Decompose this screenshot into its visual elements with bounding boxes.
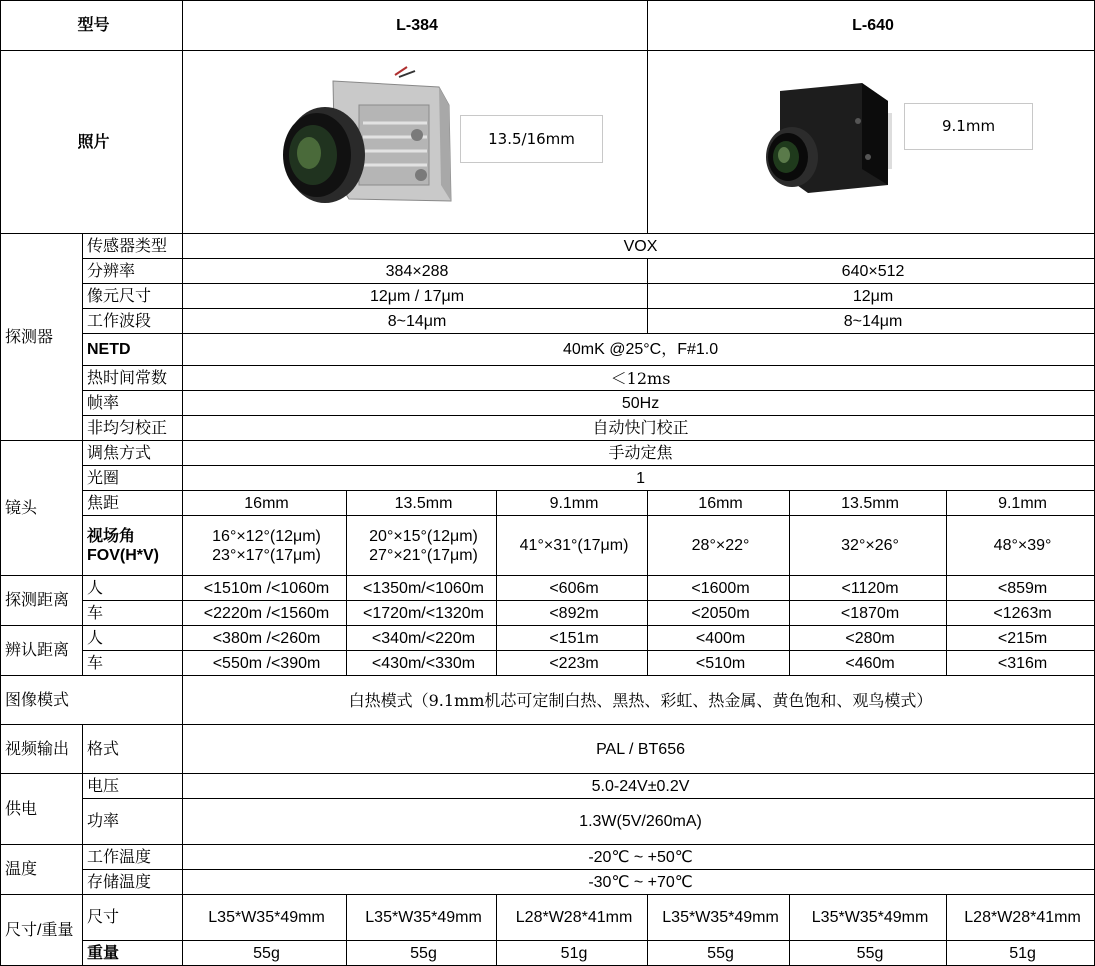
- focal-length-cell: 9.1mm: [497, 491, 648, 516]
- focal-length-row: [1, 491, 1095, 516]
- frame-rate-value: 50Hz: [183, 391, 1095, 416]
- range-cell: <1510m /<1060m: [183, 576, 347, 601]
- fov-cell: 28°×22°: [648, 516, 790, 576]
- focal-length-cell: 13.5mm: [347, 491, 497, 516]
- header-row: [1, 1, 1095, 51]
- focus-mode-label: 调焦方式: [83, 441, 183, 466]
- nuc-row: [1, 416, 1095, 441]
- fov-label-line1: 视场角: [87, 527, 136, 545]
- weight-cell: 55g: [790, 941, 947, 966]
- netd-value: 40mK @25°C，F#1.0: [183, 334, 1095, 366]
- range-cell: <2050m: [648, 601, 790, 626]
- detection-vehicle-label: 车: [83, 601, 183, 626]
- range-cell: <430m/<330m: [347, 651, 497, 676]
- focal-length-cell: 16mm: [648, 491, 790, 516]
- photo-label: 照片: [1, 51, 183, 234]
- focal-length-label: 焦距: [83, 491, 183, 516]
- range-cell: <1720m/<1320m: [347, 601, 497, 626]
- range-cell: <550m /<390m: [183, 651, 347, 676]
- model-l640: L-640: [648, 1, 1095, 51]
- photo-row: [1, 51, 1095, 234]
- range-cell: <510m: [648, 651, 790, 676]
- weight-cell: 51g: [947, 941, 1095, 966]
- focal-length-cell: 16mm: [183, 491, 347, 516]
- l640-photo-cell: [648, 51, 1095, 234]
- fov-row: [1, 516, 1095, 576]
- range-cell: <223m: [497, 651, 648, 676]
- size-label: 尺寸: [83, 895, 183, 941]
- size-weight-group-label: 尺寸/重量: [1, 895, 83, 966]
- pixel-size-l384: 12μm / 17μm: [183, 284, 648, 309]
- fov-line1: 16°×12°(12μm): [212, 527, 321, 545]
- range-cell: <606m: [497, 576, 648, 601]
- range-cell: <340m/<220m: [347, 626, 497, 651]
- model-l384: L-384: [183, 1, 648, 51]
- detection-person-row: [1, 576, 1095, 601]
- size-cell: L35*W35*49mm: [648, 895, 790, 941]
- detection-vehicle-row: [1, 601, 1095, 626]
- time-constant-row: [1, 366, 1095, 391]
- fov-label: [83, 516, 183, 576]
- time-constant-value: ＜12ms: [183, 366, 1095, 391]
- resolution-row: [1, 259, 1095, 284]
- nuc-label: 非均匀校正: [83, 416, 183, 441]
- video-output-group-label: 视频输出: [1, 725, 83, 774]
- fov-cell: [183, 516, 347, 576]
- weight-cell: 51g: [497, 941, 648, 966]
- fov-line1: 20°×15°(12μm): [369, 527, 478, 545]
- voltage-label: 电压: [83, 774, 183, 799]
- aperture-label: 光圈: [83, 466, 183, 491]
- range-cell: <1600m: [648, 576, 790, 601]
- range-cell: <380m /<260m: [183, 626, 347, 651]
- band-label: 工作波段: [83, 309, 183, 334]
- fov-line2: 23°×17°(17μm): [212, 546, 321, 564]
- size-cell: L35*W35*49mm: [183, 895, 347, 941]
- range-cell: <316m: [947, 651, 1095, 676]
- aperture-value: 1: [183, 466, 1095, 491]
- pixel-size-row: [1, 284, 1095, 309]
- size-row: [1, 895, 1095, 941]
- voltage-value: 5.0-24V±0.2V: [183, 774, 1095, 799]
- range-cell: <1263m: [947, 601, 1095, 626]
- temperature-group-label: 温度: [1, 845, 83, 895]
- fov-cell: 41°×31°(17μm): [497, 516, 648, 576]
- model-label: 型号: [1, 1, 183, 51]
- recognition-vehicle-label: 车: [83, 651, 183, 676]
- detection-group-label: 探测距离: [1, 576, 83, 626]
- image-mode-row: [1, 676, 1095, 725]
- operating-temp-value: -20℃ ~ +50℃: [183, 845, 1095, 870]
- focal-length-cell: 9.1mm: [947, 491, 1095, 516]
- video-format-label: 格式: [83, 725, 183, 774]
- time-constant-label: 热时间常数: [83, 366, 183, 391]
- sensor-type-row: [1, 234, 1095, 259]
- focus-mode-row: [1, 441, 1095, 466]
- l384-camera-image: [279, 65, 469, 215]
- weight-cell: 55g: [347, 941, 497, 966]
- netd-label: NETD: [83, 334, 183, 366]
- l384-photo-cell: [183, 51, 648, 234]
- weight-cell: 55g: [183, 941, 347, 966]
- range-cell: <280m: [790, 626, 947, 651]
- storage-temp-value: -30℃ ~ +70℃: [183, 870, 1095, 895]
- band-l640: 8~14μm: [648, 309, 1095, 334]
- l384-lens-caption: 13.5/16mm: [460, 115, 603, 163]
- l640-camera-image: [762, 77, 892, 199]
- storage-temp-label: 存储温度: [83, 870, 183, 895]
- l640-lens-caption: 9.1mm: [904, 103, 1033, 150]
- resolution-l640: 640×512: [648, 259, 1095, 284]
- voltage-row: [1, 774, 1095, 799]
- range-cell: <215m: [947, 626, 1095, 651]
- frame-rate-row: [1, 391, 1095, 416]
- size-cell: L35*W35*49mm: [790, 895, 947, 941]
- netd-row: [1, 334, 1095, 366]
- range-cell: <1870m: [790, 601, 947, 626]
- recognition-vehicle-row: [1, 651, 1095, 676]
- size-cell: L28*W28*41mm: [947, 895, 1095, 941]
- pixel-size-l640: 12μm: [648, 284, 1095, 309]
- range-cell: <151m: [497, 626, 648, 651]
- power-group-label: 供电: [1, 774, 83, 845]
- recognition-group-label: 辨认距离: [1, 626, 83, 676]
- consumption-label: 功率: [83, 799, 183, 845]
- aperture-row: [1, 466, 1095, 491]
- band-row: [1, 309, 1095, 334]
- fov-cell: 32°×26°: [790, 516, 947, 576]
- band-l384: 8~14μm: [183, 309, 648, 334]
- fov-line2: 27°×21°(17μm): [369, 546, 478, 564]
- storage-temp-row: [1, 870, 1095, 895]
- fov-cell: 48°×39°: [947, 516, 1095, 576]
- range-cell: <892m: [497, 601, 648, 626]
- image-mode-value: 白热模式（9.1mm机芯可定制白热、黑热、彩虹、热金属、黄色饱和、观鸟模式）: [183, 676, 1095, 725]
- size-cell: L35*W35*49mm: [347, 895, 497, 941]
- video-format-value: PAL / BT656: [183, 725, 1095, 774]
- operating-temp-row: [1, 845, 1095, 870]
- consumption-row: [1, 799, 1095, 845]
- lens-group-label: 镜头: [1, 441, 83, 576]
- size-cell: L28*W28*41mm: [497, 895, 648, 941]
- operating-temp-label: 工作温度: [83, 845, 183, 870]
- range-cell: <1350m/<1060m: [347, 576, 497, 601]
- range-cell: <859m: [947, 576, 1095, 601]
- consumption-value: 1.3W(5V/260mA): [183, 799, 1095, 845]
- pixel-size-label: 像元尺寸: [83, 284, 183, 309]
- frame-rate-label: 帧率: [83, 391, 183, 416]
- sensor-type-label: 传感器类型: [83, 234, 183, 259]
- focus-mode-value: 手动定焦: [183, 441, 1095, 466]
- focal-length-cell: 13.5mm: [790, 491, 947, 516]
- weight-label: 重量: [83, 941, 183, 966]
- image-mode-label: 图像模式: [1, 676, 183, 725]
- nuc-value: 自动快门校正: [183, 416, 1095, 441]
- fov-label-line2: FOV(H*V): [87, 546, 159, 564]
- range-cell: <460m: [790, 651, 947, 676]
- video-output-row: [1, 725, 1095, 774]
- weight-cell: 55g: [648, 941, 790, 966]
- resolution-label: 分辨率: [83, 259, 183, 284]
- detection-person-label: 人: [83, 576, 183, 601]
- sensor-type-value: VOX: [183, 234, 1095, 259]
- range-cell: <400m: [648, 626, 790, 651]
- weight-row: [1, 941, 1095, 966]
- range-cell: <1120m: [790, 576, 947, 601]
- detector-group-label: 探测器: [1, 234, 83, 441]
- recognition-person-row: [1, 626, 1095, 651]
- recognition-person-label: 人: [83, 626, 183, 651]
- fov-cell: [347, 516, 497, 576]
- range-cell: <2220m /<1560m: [183, 601, 347, 626]
- resolution-l384: 384×288: [183, 259, 648, 284]
